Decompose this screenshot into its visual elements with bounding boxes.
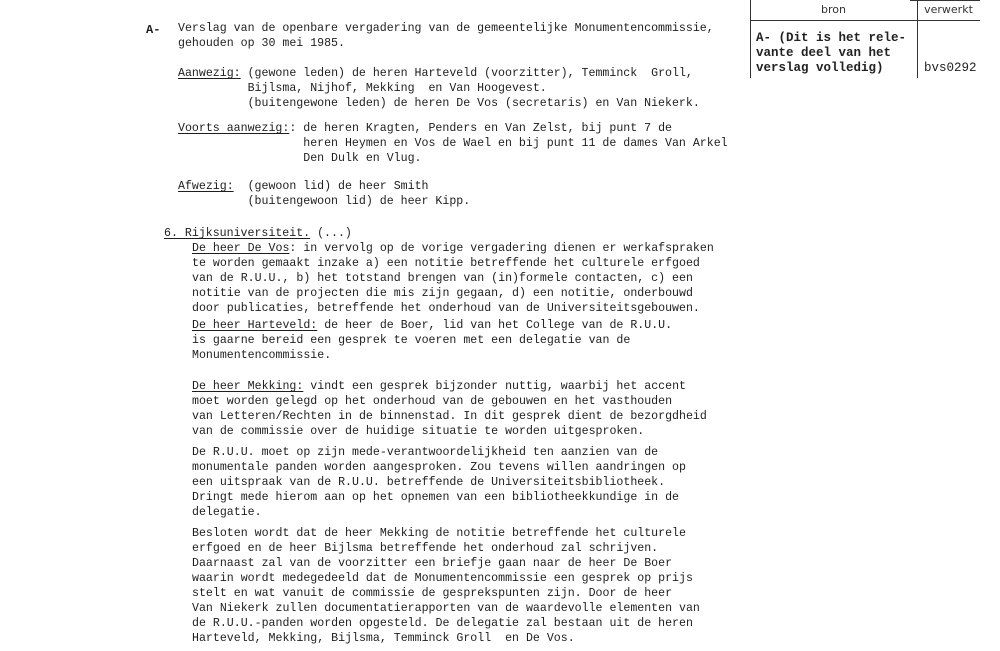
- text-line: [192, 286, 714, 301]
- speaker-label: De heer De Vos: [192, 242, 290, 255]
- speaker-label: Afwezig:: [178, 180, 234, 193]
- text-line: [192, 505, 686, 520]
- note-line: A- (Dit is het rele-: [756, 31, 907, 45]
- paragraph: [192, 526, 700, 646]
- line-text: is gaarne bereid een gesprek te voeren met een delegatie van de: [192, 334, 631, 347]
- text-line: [192, 616, 700, 631]
- line-text: (...): [310, 227, 352, 240]
- text-line: [192, 445, 686, 460]
- line-text: Van Niekerk zullen documentatierapporten van de waardevolle elementen van: [192, 602, 700, 615]
- line-text: (gewoon lid) de heer Smith: [233, 180, 429, 193]
- speaker-label: 6. Rijksuniversiteit.: [164, 227, 311, 240]
- line-text: een uitspraak van de R.U.U. betreffende de Universiteitsbibliotheek.: [192, 476, 666, 489]
- line-text: Den Dulk en Vlug.: [178, 152, 422, 165]
- text-line: [178, 36, 714, 51]
- line-text: waarin wordt medegedeeld dat de Monumentencommissie een gesprek op prijs: [192, 572, 693, 585]
- text-line: [192, 301, 714, 316]
- text-line: [178, 81, 700, 96]
- line-text: Bijlsma, Nijhof, Mekking en Van Hoogevest.: [178, 82, 547, 95]
- text-line: [192, 241, 714, 256]
- line-text: van Letteren/Rechten in de binnenstad. In dit gesprek dient de bezorgdheid: [192, 410, 707, 423]
- text-line: [192, 256, 714, 271]
- table-divider: [750, 20, 980, 21]
- speaker-label: De heer Mekking:: [192, 380, 304, 393]
- speaker-label: Voorts aanwezig:: [178, 122, 290, 135]
- line-text: : de heren Kragten, Penders en Van Zelst, bij punt 7 de: [289, 122, 672, 135]
- table-divider: [910, 0, 980, 1]
- line-text: (gewone leden) de heren Harteveld (voorzitter), Temminck Groll,: [240, 67, 693, 80]
- text-line: [178, 121, 728, 136]
- line-text: heren Heymen en Vos de Wael en bij punt 11 de dames Van Arkel: [178, 137, 728, 150]
- text-line: [178, 136, 728, 151]
- line-text: monumentale panden worden aangesproken. Zou tevens willen aandringen op: [192, 461, 686, 474]
- text-line: [192, 271, 714, 286]
- bron-note: [756, 31, 906, 76]
- text-line: [178, 96, 700, 111]
- speaker-label: De heer Harteveld:: [192, 319, 318, 332]
- line-text: moet worden gelegd op het onderhoud van de gebouwen en het vasthouden: [192, 395, 673, 408]
- paragraph: [192, 379, 707, 439]
- text-line: [192, 571, 700, 586]
- line-text: erfgoed en de heer Bijlsma betreffende het onderhoud zal schrijven.: [192, 542, 659, 555]
- text-line: [178, 179, 470, 194]
- line-text: Monumentencommissie.: [192, 349, 332, 362]
- note-line: verslag volledig): [756, 61, 884, 75]
- line-text: (buitengewone leden) de heren De Vos (secretaris) en Van Niekerk.: [178, 97, 700, 110]
- text-line: [192, 475, 686, 490]
- header-bron: bron: [821, 3, 846, 16]
- paragraph: [178, 179, 470, 209]
- header-verwerkt: verwerkt: [924, 3, 973, 16]
- text-line: [192, 379, 707, 394]
- line-text: te worden gemaakt inzake a) een notitie betreffende het culturele erfgoed: [192, 257, 700, 270]
- line-text: De R.U.U. moet op zijn mede-verantwoordelijkheid ten aanzien van de: [192, 446, 659, 459]
- text-line: [192, 318, 672, 333]
- line-text: (buitengewoon lid) de heer Kipp.: [178, 195, 471, 208]
- document-marker: A-: [146, 23, 161, 37]
- text-line: [192, 541, 700, 556]
- paragraph: [192, 318, 672, 363]
- verwerkt-id: bvs0292: [924, 61, 977, 75]
- text-line: [192, 601, 700, 616]
- note-line: vante deel van het: [756, 46, 892, 60]
- text-line: [192, 631, 700, 646]
- text-line: [178, 194, 470, 209]
- paragraph: [178, 121, 728, 166]
- line-text: Dringt mede hierom aan op het opnemen van een bibliotheekkundige in de: [192, 491, 680, 504]
- line-text: gehouden op 30 mei 1985.: [178, 37, 345, 50]
- text-line: [178, 66, 700, 81]
- line-text: notitie van de projecten die mis zijn gegaan, d) een notitie, onderbouwd: [192, 287, 693, 300]
- line-text: Daarnaast zal van de voorzitter een briefje gaan naar de heer De Boer: [192, 557, 673, 570]
- text-line: [192, 409, 707, 424]
- paragraph: [164, 226, 352, 241]
- line-text: door publicaties, betreffende het onderhoud van de Universiteitsgebouwen.: [192, 302, 700, 315]
- text-line: [178, 151, 728, 166]
- text-line: [192, 333, 672, 348]
- text-line: [192, 586, 700, 601]
- text-line: [178, 21, 714, 36]
- line-text: vindt een gesprek bijzonder nuttig, waarbij het accent: [303, 380, 686, 393]
- line-text: van de R.U.U., b) het totstand brengen van (in)formele contacten, c) een: [192, 272, 693, 285]
- text-line: [192, 526, 700, 541]
- line-text: stelt en wat vanuit de commissie de gesprekspunten zijn. Door de heer: [192, 587, 673, 600]
- line-text: Verslag van de openbare vergadering van de gemeentelijke Monumentencommissie,: [178, 22, 714, 35]
- line-text: de heer de Boer, lid van het College van de R.U.U.: [317, 319, 673, 332]
- text-line: [192, 490, 686, 505]
- text-line: [192, 424, 707, 439]
- line-text: : in vervolg op de vorige vergadering dienen er werkafspraken: [289, 242, 714, 255]
- text-line: [192, 394, 707, 409]
- paragraph: [192, 445, 686, 520]
- text-line: [192, 460, 686, 475]
- paragraph: [178, 21, 714, 51]
- text-line: [164, 226, 352, 241]
- paragraph: [178, 66, 700, 111]
- line-text: delegatie.: [192, 506, 262, 519]
- line-text: Harteveld, Mekking, Bijlsma, Temminck Groll en De Vos.: [192, 632, 575, 645]
- paragraph: [192, 241, 714, 316]
- speaker-label: Aanwezig:: [178, 67, 241, 80]
- line-text: Besloten wordt dat de heer Mekking de notitie betreffende het culturele: [192, 527, 686, 540]
- text-line: [192, 556, 700, 571]
- text-line: [192, 348, 672, 363]
- line-text: de R.U.U.-panden worden opgesteld. De delegatie zal bestaan uit de heren: [192, 617, 693, 630]
- line-text: van de commissie over de huidige situatie te worden uitgesproken.: [192, 425, 645, 438]
- source-table: [750, 0, 980, 78]
